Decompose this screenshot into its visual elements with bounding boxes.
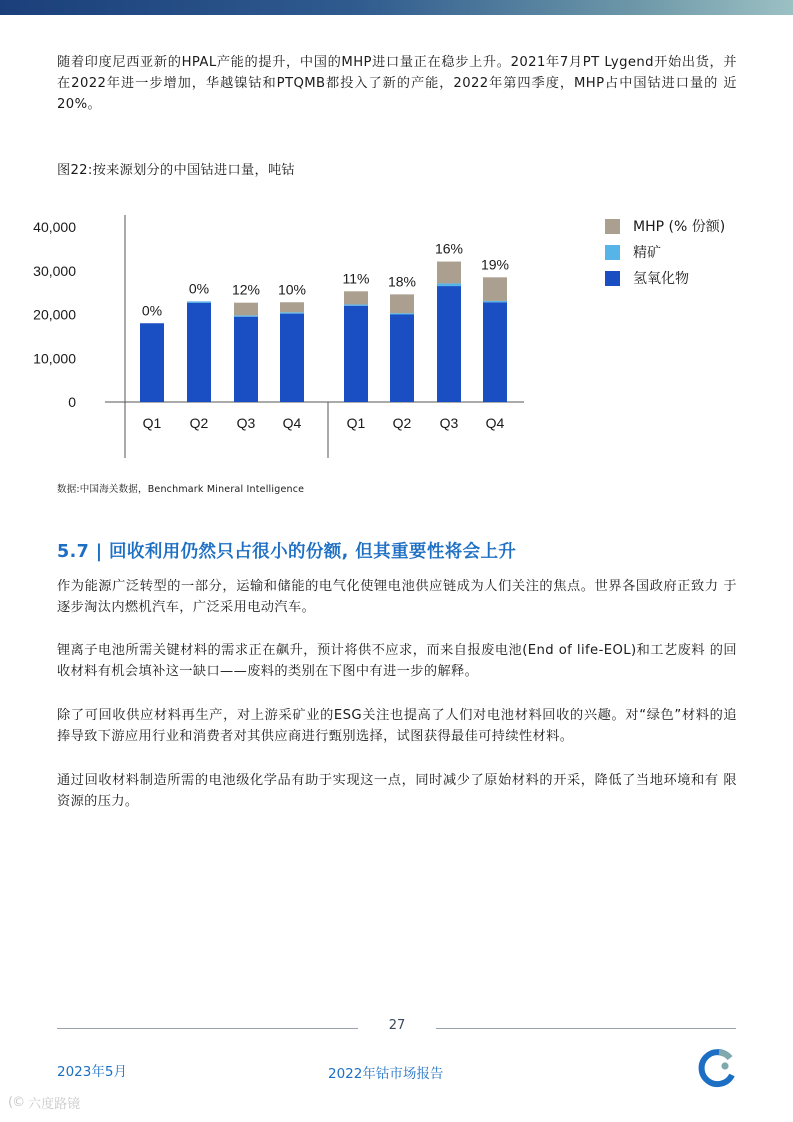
bar-segment-concentrate xyxy=(344,304,368,305)
footer-divider-left xyxy=(57,1028,358,1029)
legend-swatch-hydroxide xyxy=(605,271,620,286)
bar-share-label: 16% xyxy=(434,240,464,257)
bar-segment-hydroxide xyxy=(187,303,211,402)
x-tick-label: Q4 xyxy=(282,415,302,431)
body-paragraph-4: 通过回收材料制造所需的电池级化学品有助于实现这一点，同时减少了原始材料的开采，降低了当地环境和有 限资源的压力。 xyxy=(57,773,737,809)
bar-segment-mhp xyxy=(483,277,507,301)
legend-item-mhp xyxy=(605,213,725,239)
bar-share-label: 10% xyxy=(277,281,307,298)
footer-date: 2023年5月 xyxy=(57,1064,127,1080)
legend-swatch-concentrate xyxy=(605,245,620,260)
bar-share-label: 0% xyxy=(141,302,163,319)
bar-segment-concentrate xyxy=(483,301,507,302)
bar-segment-hydroxide xyxy=(234,317,258,402)
bar-segment-hydroxide xyxy=(280,314,304,402)
bar-segment-concentrate xyxy=(280,312,304,313)
bar-segment-mhp xyxy=(234,303,258,316)
bar-segment-hydroxide xyxy=(344,306,368,402)
watermark xyxy=(8,1093,80,1112)
legend-label-mhp: MHP (% 份额) xyxy=(633,219,726,235)
bar-segment-hydroxide xyxy=(437,286,461,402)
x-tick-label: Q1 xyxy=(346,415,366,431)
y-tick-label: 40,000 xyxy=(33,219,76,235)
bar-segment-concentrate xyxy=(437,283,461,286)
footer-divider-right xyxy=(436,1028,736,1029)
header-gradient-band xyxy=(0,0,793,15)
legend-label-hydroxide: 氢氧化物 xyxy=(633,271,689,287)
body-paragraph-1: 作为能源广泛转型的一部分，运输和储能的电气化使锂电池供应链成为人们关注的焦点。世界各国政府正致力 于逐步淘汰内燃机汽车，广泛采用电动汽车。 xyxy=(57,579,737,615)
bar-segment-mhp xyxy=(344,291,368,304)
x-tick-label: Q2 xyxy=(392,415,412,431)
bar-share-label: 11% xyxy=(342,270,370,287)
bar-segment-mhp xyxy=(280,302,304,312)
bar-share-label: 12% xyxy=(231,281,261,298)
body-paragraph-3: 除了可回收供应材料再生产，对上游采矿业的ESG关注也提高了人们对电池材料回收的兴趣。对“绿色”材料的追捧导致下游应用行业和消费者对其供应商进行甄别选择，试图获得最佳可持续性材料。 xyxy=(57,708,737,744)
bar-segment-mhp xyxy=(390,294,414,313)
y-tick-label: 20,000 xyxy=(33,306,76,323)
bar-share-label: 18% xyxy=(387,273,417,290)
bar-segment-hydroxide xyxy=(140,323,164,402)
figure-caption: 图22:按来源划分的中国钴进口量，吨钴 xyxy=(57,163,295,178)
bar-segment-mhp xyxy=(437,262,461,284)
y-tick-label: 10,000 xyxy=(33,350,76,367)
y-tick-label: 30,000 xyxy=(33,262,76,279)
watermark-text: 六度路镜 xyxy=(28,1097,81,1112)
legend-label-concentrate: 精矿 xyxy=(633,245,661,261)
company-logo-icon xyxy=(697,1048,737,1088)
x-tick-label: Q1 xyxy=(142,415,162,431)
bar-segment-hydroxide xyxy=(483,302,507,402)
intro-paragraph: 随着印度尼西亚新的HPAL产能的提升，中国的MHP进口量正在稳步上升。2021年7月PT Lygend开始出货，并在2022年进一步增加，华越镍钴和PTQMB都投入了新的产能，2022年第四季度，MHP占中国钴进口量的 近20%。 xyxy=(57,55,737,112)
figure-source: 数据:中国海关数据，Benchmark Mineral Intelligence xyxy=(57,484,305,495)
bar-share-label: 0% xyxy=(188,280,210,297)
section-title: 5.7 | 回收利用仍然只占很小的份额, 但其重要性将会上升 xyxy=(57,542,517,562)
legend-swatch-mhp xyxy=(605,219,620,234)
x-tick-label: Q3 xyxy=(439,415,459,431)
legend-item-concentrate xyxy=(605,239,725,265)
x-tick-label: Q3 xyxy=(236,415,256,431)
bar-segment-concentrate xyxy=(390,313,414,314)
page-number: 27 xyxy=(388,1018,406,1033)
bar-share-label: 19% xyxy=(480,256,510,273)
bar-segment-hydroxide xyxy=(390,315,414,403)
bar-segment-concentrate xyxy=(187,301,211,302)
x-tick-label: Q2 xyxy=(189,415,209,431)
x-tick-label: Q4 xyxy=(485,415,505,431)
bar-segment-concentrate xyxy=(234,315,258,316)
watermark-icon: (© xyxy=(8,1095,25,1110)
footer-report-title: 2022年钴市场报告 xyxy=(328,1066,444,1082)
y-tick-label: 0 xyxy=(68,394,76,410)
chart-legend xyxy=(605,213,725,291)
body-paragraph-2: 锂离子电池所需关键材料的需求正在飙升，预计将供不应求，而来自报废电池(End of life-EOL)和工艺废料 的回收材料有机会填补这一缺口——废料的类别在下图中有进一步的解释。 xyxy=(57,643,737,679)
legend-item-hydroxide xyxy=(605,265,725,291)
